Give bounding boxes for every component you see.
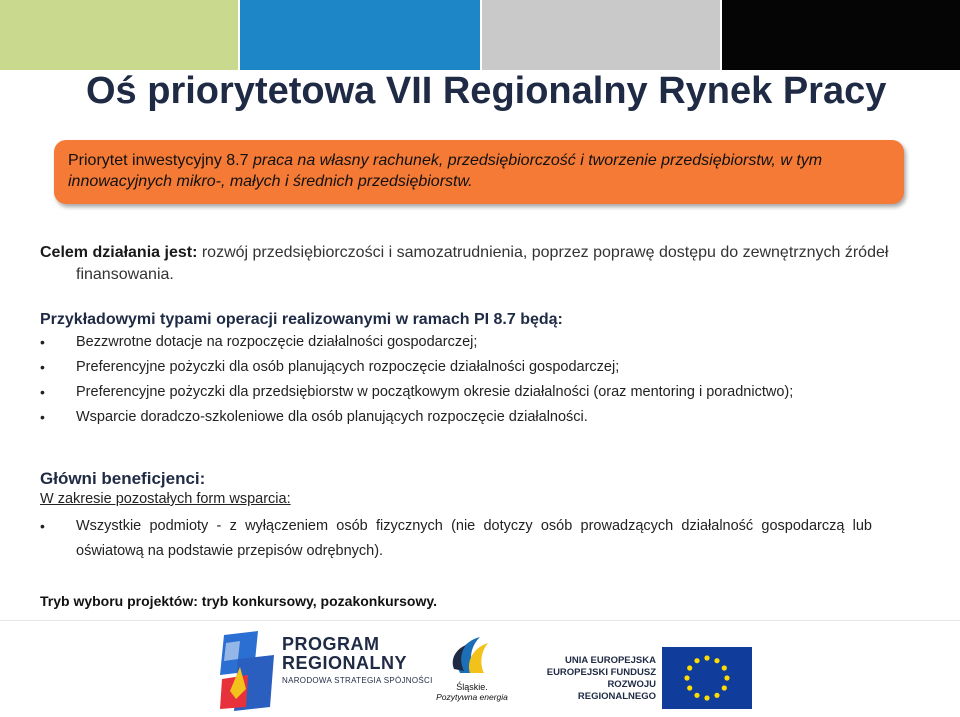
footer-logos xyxy=(0,620,960,717)
beneficiaries-list xyxy=(40,514,872,564)
examples-header: Przykładowymi typami operacji realizowanymi w ramach PI 8.7 będą: xyxy=(40,311,563,328)
goal-paragraph xyxy=(40,242,908,286)
eu-flag-icon xyxy=(662,647,752,709)
color-bar-gray xyxy=(482,0,720,70)
color-bar-black xyxy=(722,0,960,70)
bullet-icon: • xyxy=(40,334,45,350)
bullet-icon: • xyxy=(40,409,45,425)
list-item: • Preferencyjne pożyczki dla przedsiębiorstw w początkowym okresie działalności (oraz mentoring i poradnictwo); xyxy=(40,380,872,405)
program-regionalny-logo-icon xyxy=(218,629,276,711)
examples-list xyxy=(40,330,872,430)
list-item: • Wsparcie doradczo-szkoleniowe dla osób planujących rozpoczęcie działalności. xyxy=(40,405,872,430)
program-regionalny-text: PROGRAM REGIONALNY NARODOWA STRATEGIA SPÓJNOŚCI xyxy=(282,634,433,685)
priority-box xyxy=(54,140,904,204)
decorative-color-bars xyxy=(0,0,960,70)
priority-lead: Priorytet inwestycyjny 8.7 xyxy=(68,152,249,169)
priority-description: praca na własny rachunek, przedsiębiorczość i tworzenie przedsiębiorstw, w tym innowacyjnych mikro-, małych i średnich przedsiębiorstw. xyxy=(68,152,823,190)
eu-fund-text: UNIA EUROPEJSKA EUROPEJSKI FUNDUSZ ROZWOJU REGIONALNEGO xyxy=(546,655,656,702)
bullet-icon: • xyxy=(40,518,45,534)
silesia-swirl-icon xyxy=(446,633,498,677)
color-bar-green xyxy=(0,0,238,70)
selection-mode: Tryb wyboru projektów: tryb konkursowy, pozakonkursowy. xyxy=(40,593,437,609)
goal-text: rozwój przedsiębiorczości i samozatrudnienia, poprzez poprawę dostępu do zewnętrznych źródeł finansowania. xyxy=(76,244,889,283)
list-item: • Preferencyjne pożyczki dla osób planujących rozpoczęcie działalności gospodarczej; xyxy=(40,355,872,380)
list-item: • Wszystkie podmioty - z wyłączeniem osób fizycznych (nie dotyczy osób prowadzących działalność gospodarczą lub oświatową na podstawie przepisów odrębnych). xyxy=(40,514,872,564)
beneficiaries-scope: W zakresie pozostałych form wsparcia: xyxy=(40,491,291,507)
list-item: • Bezzwrotne dotacje na rozpoczęcie działalności gospodarczej; xyxy=(40,330,872,355)
silesia-logo: Śląskie. Pozytywna energia xyxy=(424,633,520,713)
beneficiaries-header: Główni beneficjenci: xyxy=(40,469,206,488)
bullet-icon: • xyxy=(40,384,45,400)
slide-title: Oś priorytetowa VII Regionalny Rynek Pracy xyxy=(86,70,887,112)
goal-label: Celem działania jest: xyxy=(40,244,198,261)
color-bar-blue xyxy=(240,0,480,70)
bullet-icon: • xyxy=(40,359,45,375)
